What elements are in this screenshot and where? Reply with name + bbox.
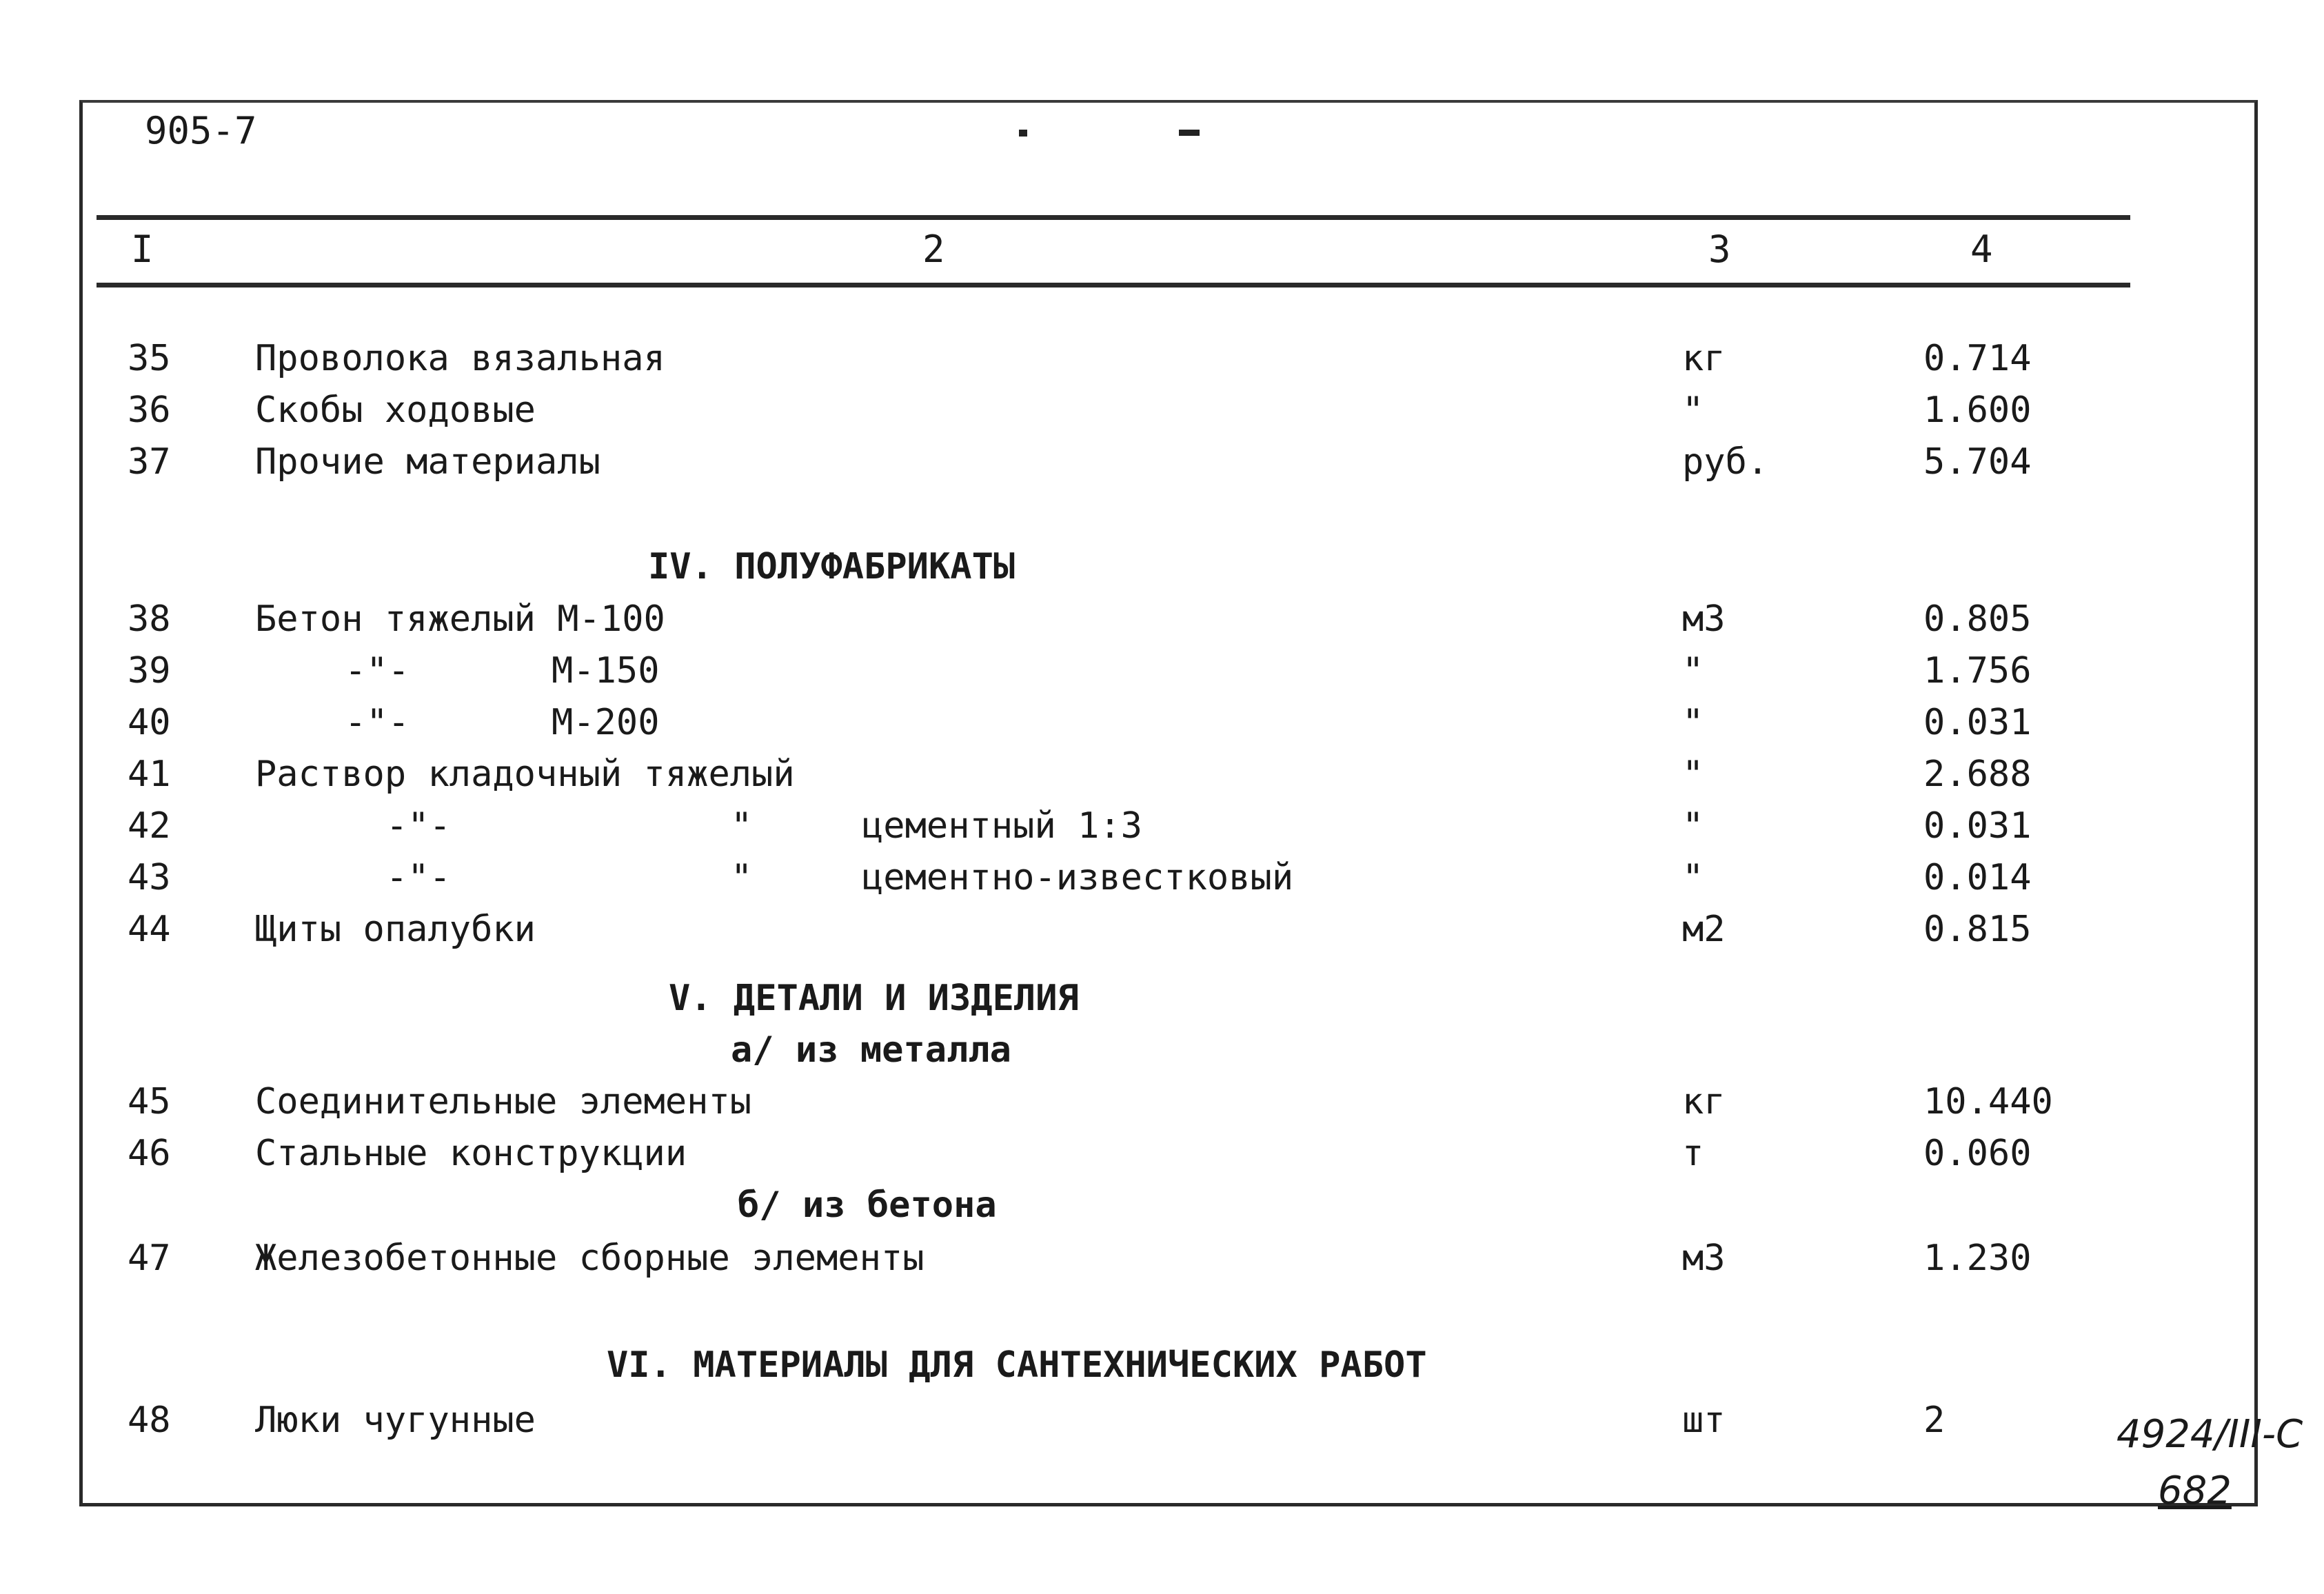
row-name: Скобы ходовые — [255, 390, 536, 431]
row-number: 37 — [128, 441, 171, 483]
table-header-rule — [97, 283, 2130, 287]
row-name: Люки чугунные — [255, 1400, 536, 1441]
row-name-grade: М-200 — [552, 702, 660, 743]
row-qty: 0.031 — [1923, 805, 2032, 847]
row-name: Прочие материалы — [255, 441, 600, 483]
row-name: Бетон тяжелый М-100 — [255, 598, 665, 640]
row-unit: кг — [1682, 1081, 1726, 1122]
table-row — [0, 909, 2324, 957]
row-number: 43 — [128, 857, 171, 898]
row-name: -"- — [345, 702, 410, 743]
section-heading: VI. МАТЕРИАЛЫ ДЛЯ САНТЕХНИЧЕСКИХ РАБОТ — [607, 1344, 1427, 1386]
row-name: Железобетонные сборные элементы — [255, 1238, 924, 1279]
row-unit: " — [1682, 390, 1704, 431]
row-unit: " — [1682, 805, 1704, 847]
print-mark — [1179, 130, 1200, 136]
row-name-type: цементный 1:3 — [862, 805, 1142, 847]
table-row — [0, 1400, 2324, 1448]
header-col-1: I — [131, 228, 154, 271]
row-unit: т — [1682, 1133, 1704, 1174]
row-name: Соединительные элементы — [255, 1081, 752, 1122]
subsection-heading: а/ из металла — [731, 1029, 1011, 1071]
row-unit: кг — [1682, 338, 1726, 379]
table-row — [0, 1133, 2324, 1181]
row-qty: 0.014 — [1923, 857, 2032, 898]
row-number: 35 — [128, 338, 171, 379]
row-qty: 2.688 — [1923, 754, 2032, 795]
table-row — [0, 441, 2324, 490]
row-name-ditto: " — [731, 805, 753, 847]
row-unit: м3 — [1682, 598, 1726, 640]
row-number: 39 — [128, 650, 171, 692]
row-name-ditto: " — [731, 857, 753, 898]
row-number: 45 — [128, 1081, 171, 1122]
row-unit: шт — [1682, 1400, 1726, 1441]
table-row — [0, 390, 2324, 438]
table-row — [0, 598, 2324, 647]
row-name-grade: М-150 — [552, 650, 660, 692]
table-row — [0, 1238, 2324, 1286]
table-row — [0, 805, 2324, 854]
row-number: 36 — [128, 390, 171, 431]
row-qty: 2 — [1923, 1400, 1946, 1441]
row-unit: " — [1682, 650, 1704, 692]
subsection-heading: б/ из бетона — [738, 1184, 997, 1226]
table-row — [0, 754, 2324, 802]
section-heading: IV. ПОЛУФАБРИКАТЫ — [648, 546, 1016, 587]
row-unit: м2 — [1682, 909, 1726, 950]
row-qty: 10.440 — [1923, 1081, 2053, 1122]
row-number: 41 — [128, 754, 171, 795]
row-qty: 0.060 — [1923, 1133, 2032, 1174]
row-name-type: цементно-известковый — [862, 857, 1294, 898]
table-row — [0, 338, 2324, 386]
row-name: -"- — [386, 805, 451, 847]
stamp-code: 4924/III-С — [2116, 1412, 2303, 1457]
table-row — [0, 702, 2324, 750]
stamp-page: 682 — [2158, 1469, 2232, 1513]
header-col-3: 3 — [1708, 228, 1731, 271]
header-col-2: 2 — [922, 228, 945, 271]
row-number: 47 — [128, 1238, 171, 1279]
row-number: 38 — [128, 598, 171, 640]
row-name: Стальные конструкции — [255, 1133, 687, 1174]
row-qty: 1.230 — [1923, 1238, 2032, 1279]
table-top-rule — [97, 215, 2130, 220]
table-row — [0, 650, 2324, 698]
document-frame — [79, 100, 2258, 1506]
row-number: 44 — [128, 909, 171, 950]
row-qty: 5.704 — [1923, 441, 2032, 483]
row-unit: " — [1682, 702, 1704, 743]
row-number: 40 — [128, 702, 171, 743]
table-row — [0, 1081, 2324, 1129]
row-name: -"- — [345, 650, 410, 692]
row-number: 48 — [128, 1400, 171, 1441]
row-name: -"- — [386, 857, 451, 898]
row-name: Раствор кладочный тяжелый — [255, 754, 795, 795]
document-code: 905-7 — [145, 109, 257, 152]
row-qty: 1.756 — [1923, 650, 2032, 692]
row-qty: 0.815 — [1923, 909, 2032, 950]
row-qty: 0.805 — [1923, 598, 2032, 640]
row-number: 46 — [128, 1133, 171, 1174]
row-qty: 1.600 — [1923, 390, 2032, 431]
row-qty: 0.031 — [1923, 702, 2032, 743]
row-number: 42 — [128, 805, 171, 847]
row-qty: 0.714 — [1923, 338, 2032, 379]
row-unit: " — [1682, 754, 1704, 795]
table-row — [0, 857, 2324, 905]
section-heading: V. ДЕТАЛИ И ИЗДЕЛИЯ — [669, 978, 1079, 1019]
row-unit: " — [1682, 857, 1704, 898]
print-mark — [1019, 130, 1027, 137]
row-unit: руб. — [1682, 441, 1769, 483]
header-col-4: 4 — [1970, 228, 1993, 271]
row-name: Щиты опалубки — [255, 909, 536, 950]
row-unit: м3 — [1682, 1238, 1726, 1279]
row-name: Проволока вязальная — [255, 338, 665, 379]
